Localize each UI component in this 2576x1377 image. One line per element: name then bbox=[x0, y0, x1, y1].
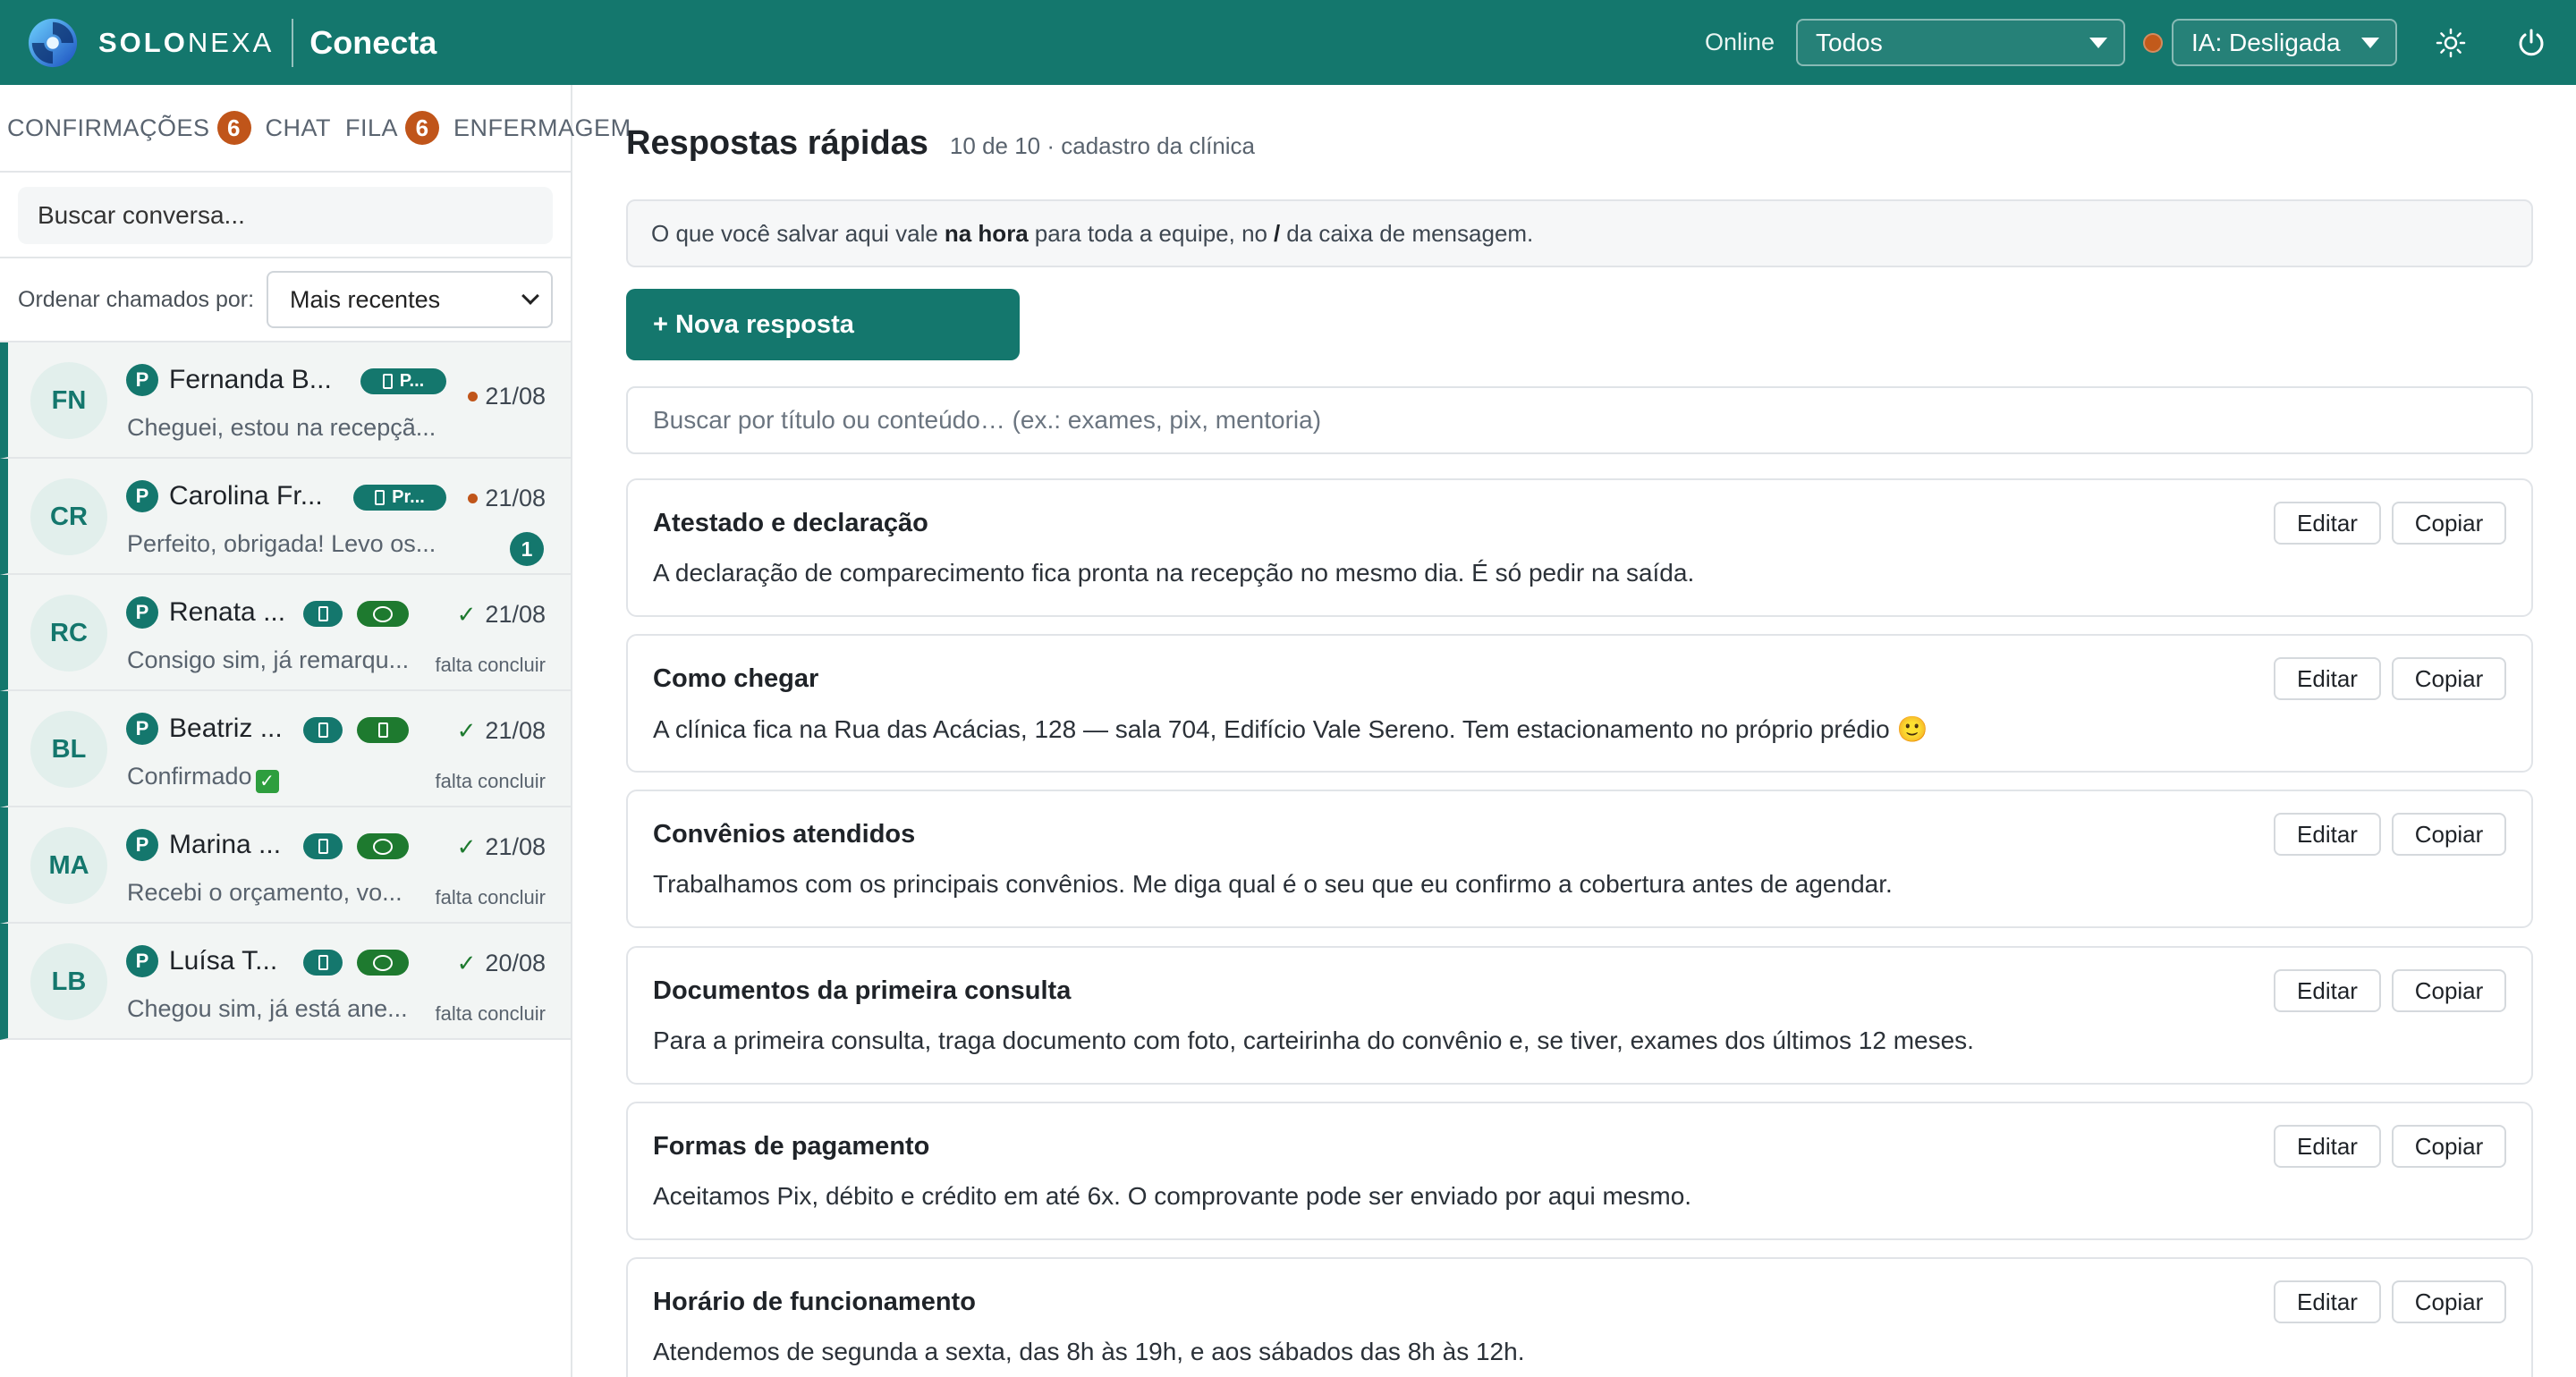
sort-row bbox=[0, 258, 571, 342]
copy-button[interactable]: Copiar bbox=[2392, 969, 2506, 1012]
avatar: CR bbox=[30, 478, 107, 555]
edit-button[interactable]: Editar bbox=[2274, 813, 2381, 856]
check-icon: ✓ bbox=[456, 950, 477, 976]
edit-button[interactable]: Editar bbox=[2274, 969, 2381, 1012]
agent-filter-select[interactable] bbox=[1796, 19, 2125, 66]
contact-name: Beatriz ... bbox=[169, 714, 283, 743]
caret-down-icon bbox=[2089, 38, 2107, 48]
edit-button[interactable]: Editar bbox=[2274, 502, 2381, 545]
chat-bubble-icon bbox=[373, 839, 393, 855]
page-subtitle: 10 de 10 · cadastro da clínica bbox=[949, 132, 1256, 159]
conversation-date: ✓ 21/08 bbox=[456, 717, 546, 744]
tab-confirmacoes[interactable] bbox=[7, 111, 251, 145]
checkmark-emoji-icon: ✓ bbox=[256, 770, 279, 793]
conversation-date: ✓ 21/08 bbox=[456, 833, 546, 860]
patient-badge: P bbox=[126, 829, 158, 861]
reply-card bbox=[626, 478, 2533, 617]
tab-fila[interactable] bbox=[345, 111, 439, 145]
reply-title: Documentos da primeira consulta bbox=[653, 976, 1072, 1005]
brand bbox=[27, 0, 436, 85]
phone-chip bbox=[303, 950, 343, 976]
ia-mode-select[interactable] bbox=[2172, 19, 2397, 66]
copy-button[interactable]: Copiar bbox=[2392, 1125, 2506, 1168]
pending-note: falta concluir bbox=[435, 1002, 546, 1025]
edit-button[interactable]: Editar bbox=[2274, 1125, 2381, 1168]
phone-chip bbox=[303, 833, 343, 859]
sort-select[interactable] bbox=[267, 271, 553, 328]
reply-text: Trabalhamos com os principais convênios. Me diga qual é o seu que eu confirmo a cobertura antes de agendar. bbox=[653, 870, 1893, 898]
page-header bbox=[626, 124, 1255, 163]
conversation-date: 21/08 bbox=[468, 485, 546, 512]
brand-name: SOLONEXA bbox=[98, 26, 275, 58]
conversation-item[interactable] bbox=[0, 459, 571, 575]
phone-icon bbox=[318, 955, 328, 970]
top-controls bbox=[1705, 0, 2576, 85]
copy-button[interactable]: Copiar bbox=[2392, 502, 2506, 545]
quick-replies-panel bbox=[574, 85, 2576, 1377]
check-icon: ✓ bbox=[456, 833, 477, 860]
phone-icon bbox=[378, 722, 388, 738]
sort-value: Mais recentes bbox=[290, 285, 441, 313]
info-banner: O que você salvar aqui vale na hora para toda a equipe, no / da caixa de mensagem. bbox=[626, 199, 2533, 267]
conversation-item[interactable] bbox=[0, 924, 571, 1040]
caret-down-icon bbox=[2361, 38, 2379, 48]
conversation-list bbox=[0, 342, 571, 1040]
copy-button[interactable]: Copiar bbox=[2392, 813, 2506, 856]
ia-mode-value: IA: Desligada bbox=[2191, 28, 2341, 56]
new-reply-button[interactable]: + Nova resposta bbox=[626, 289, 1020, 360]
chat-bubble-icon bbox=[373, 955, 393, 971]
contact-name: Carolina Fr... bbox=[169, 481, 323, 511]
pending-note: falta concluir bbox=[435, 770, 546, 792]
phone-chip bbox=[303, 717, 343, 743]
reply-text: A declaração de comparecimento fica pronta na recepção no mesmo dia. É só pedir na saída. bbox=[653, 559, 1695, 587]
sort-label: Ordenar chamados por: bbox=[18, 286, 255, 312]
patient-badge: P bbox=[126, 364, 158, 396]
conversation-item[interactable] bbox=[0, 342, 571, 459]
conversation-search-area bbox=[0, 173, 571, 258]
avatar: LB bbox=[30, 943, 107, 1020]
reply-text: Aceitamos Pix, débito e crédito em até 6x. O comprovante pode ser enviado por aqui mesmo. bbox=[653, 1182, 1692, 1210]
page-title: Respostas rápidas bbox=[626, 124, 928, 162]
conversation-search-input[interactable]: Buscar conversa... bbox=[18, 187, 553, 244]
conversation-date: 21/08 bbox=[468, 383, 546, 410]
phone-icon bbox=[318, 839, 328, 854]
tab-label: CHAT bbox=[265, 114, 332, 141]
conversation-item[interactable] bbox=[0, 807, 571, 924]
tab-chat[interactable] bbox=[266, 114, 332, 142]
avatar: MA bbox=[30, 827, 107, 904]
reply-title: Convênios atendidos bbox=[653, 820, 916, 849]
tab-count-badge: 6 bbox=[405, 111, 439, 145]
product-name: Conecta bbox=[309, 23, 437, 61]
phone-chip bbox=[357, 717, 409, 743]
tab-label: FILA bbox=[345, 114, 399, 141]
reply-title: Formas de pagamento bbox=[653, 1132, 930, 1161]
reply-card bbox=[626, 1257, 2533, 1377]
reply-text: Para a primeira consulta, traga documento com foto, carteirinha do convênio e, se tiver, exames dos últimos 12 meses. bbox=[653, 1026, 1974, 1054]
reply-title: Atestado e declaração bbox=[653, 509, 928, 537]
sun-icon bbox=[2436, 28, 2466, 58]
whatsapp-chip bbox=[357, 601, 409, 627]
chevron-down-icon bbox=[521, 287, 539, 305]
reply-card bbox=[626, 946, 2533, 1085]
contact-name: Luísa T... bbox=[169, 946, 278, 976]
patient-badge: P bbox=[126, 713, 158, 745]
pending-dot bbox=[468, 392, 478, 401]
channel-chip: Pr... bbox=[353, 485, 446, 511]
edit-button[interactable]: Editar bbox=[2274, 657, 2381, 700]
top-bar bbox=[0, 0, 2576, 85]
check-icon: ✓ bbox=[456, 717, 477, 744]
tab-label: ENFERMAGEM bbox=[453, 114, 631, 141]
whatsapp-chip bbox=[357, 950, 409, 976]
copy-button[interactable]: Copiar bbox=[2392, 657, 2506, 700]
patient-badge: P bbox=[126, 596, 158, 629]
tab-count-badge: 6 bbox=[217, 111, 251, 145]
reply-title: Como chegar bbox=[653, 664, 819, 693]
pending-note: falta concluir bbox=[435, 886, 546, 908]
logo-icon bbox=[27, 17, 79, 69]
contact-name: Marina ... bbox=[169, 830, 282, 859]
phone-icon bbox=[318, 606, 328, 621]
conversation-date: ✓ 20/08 bbox=[456, 950, 546, 976]
phone-icon bbox=[383, 374, 393, 389]
reply-search-input[interactable]: Buscar por título ou conteúdo… (ex.: exames, pix, mentoria) bbox=[626, 386, 2533, 454]
reply-card bbox=[626, 1102, 2533, 1240]
online-label: Online bbox=[1704, 29, 1775, 55]
logout-button[interactable] bbox=[2513, 25, 2549, 61]
phone-icon bbox=[318, 722, 328, 738]
message-preview: Confirmado ✓ bbox=[127, 763, 279, 793]
check-icon: ✓ bbox=[456, 601, 477, 628]
pending-note: falta concluir bbox=[435, 654, 546, 676]
message-preview: Perfeito, obrigada! Levo os... bbox=[127, 530, 436, 557]
phone-chip bbox=[303, 601, 343, 627]
power-icon bbox=[2515, 27, 2547, 59]
copy-button[interactable]: Copiar bbox=[2392, 1280, 2506, 1323]
message-preview: Consigo sim, já remarqu... bbox=[127, 646, 410, 673]
conversation-item[interactable] bbox=[0, 575, 571, 691]
channel-chip: P... bbox=[360, 368, 446, 394]
contact-name: Fernanda B... bbox=[169, 365, 332, 394]
conversation-item[interactable] bbox=[0, 691, 571, 807]
avatar: FN bbox=[30, 362, 107, 439]
theme-toggle-button[interactable] bbox=[2433, 25, 2469, 61]
message-preview: Chegou sim, já está ane... bbox=[127, 995, 408, 1022]
status-indicator bbox=[2143, 33, 2163, 53]
pending-dot bbox=[468, 494, 478, 503]
edit-button[interactable]: Editar bbox=[2274, 1280, 2381, 1323]
patient-badge: P bbox=[126, 480, 158, 512]
avatar: BL bbox=[30, 711, 107, 788]
chat-bubble-icon bbox=[373, 606, 393, 622]
brand-divider bbox=[292, 19, 293, 67]
whatsapp-chip bbox=[357, 833, 409, 859]
avatar: RC bbox=[30, 595, 107, 672]
reply-text: Atendemos de segunda a sexta, das 8h às 19h, e aos sábados das 8h às 12h. bbox=[653, 1338, 1525, 1365]
conversation-date: ✓ 21/08 bbox=[456, 601, 546, 628]
agent-filter-value: Todos bbox=[1816, 28, 1883, 56]
message-preview: Cheguei, estou na recepçã... bbox=[127, 414, 436, 441]
contact-name: Renata ... bbox=[169, 597, 286, 627]
queue-tabs bbox=[0, 85, 631, 173]
message-preview: Recebi o orçamento, vo... bbox=[127, 879, 402, 906]
reply-card bbox=[626, 790, 2533, 928]
phone-icon bbox=[375, 490, 385, 505]
unread-count-badge: 1 bbox=[510, 532, 544, 566]
conversation-sidebar bbox=[0, 85, 631, 1377]
tab-label: CONFIRMAÇÕES bbox=[7, 114, 210, 141]
reply-text: A clínica fica na Rua das Acácias, 128 — sala 704, Edifício Vale Sereno. Tem estacionamento no próprio prédio 🙂 bbox=[653, 715, 1928, 743]
patient-badge: P bbox=[126, 945, 158, 977]
reply-title: Horário de funcionamento bbox=[653, 1288, 976, 1316]
reply-card bbox=[626, 634, 2533, 773]
